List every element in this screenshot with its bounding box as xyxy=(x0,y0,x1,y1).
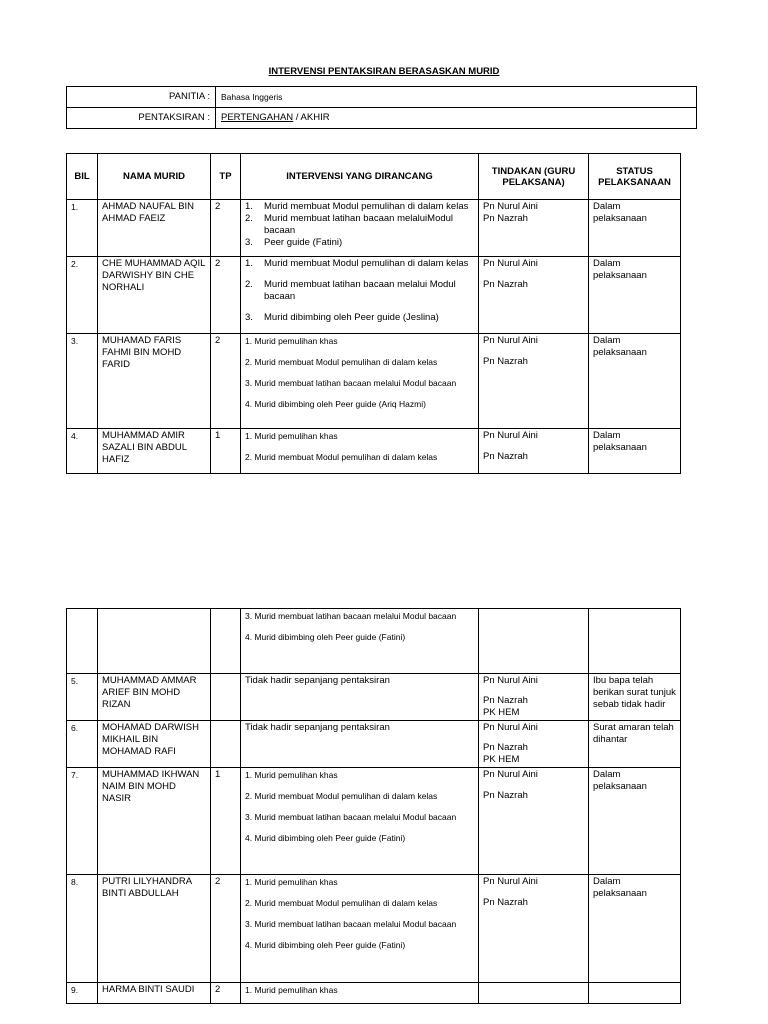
teacher-name: Pn Nurul Aini xyxy=(483,876,538,887)
pentaksiran-value-underlined: PERTENGAHAN xyxy=(221,112,294,123)
cell-tp: 2 xyxy=(211,334,241,429)
cell-tindakan xyxy=(479,200,589,257)
intervention-text: 3. Murid membuat latihan bacaan melalui Modul bacaan xyxy=(245,812,457,822)
cell-bil: 1. xyxy=(67,200,98,257)
table-row xyxy=(67,875,681,983)
cell-tindakan xyxy=(479,257,589,334)
list-item: 2. Murid membuat latihan bacaan melalui Modul bacaan xyxy=(245,279,474,303)
cell-intervensi xyxy=(241,334,479,429)
cell-tp: 2 xyxy=(211,875,241,983)
teacher-name: Pn Nazrah xyxy=(483,451,528,462)
panitia-value: Bahasa Inggeris xyxy=(216,87,697,108)
intervention-text: 4. Murid dibimbing oleh Peer guide (Ariq Hazmi) xyxy=(245,399,426,409)
panitia-label: PANITIA : xyxy=(67,87,216,108)
cell-nama xyxy=(98,609,211,674)
cell-intervensi xyxy=(241,983,479,1004)
cell-status: Dalam pelaksanaan xyxy=(589,875,681,983)
intervention-text: 2. Murid membuat Modul pemulihan di dalam kelas xyxy=(245,898,438,908)
intervention-text: Murid membuat latihan bacaan melaluiModul bacaan xyxy=(264,213,454,236)
teacher-name: Pn Nazrah xyxy=(483,356,528,367)
cell-bil: 3. xyxy=(67,334,98,429)
intervention-text: Murid dibimbing oleh Peer guide (Jeslina) xyxy=(264,312,439,323)
header-nama: NAMA MURID xyxy=(98,154,211,200)
header-intervensi: INTERVENSI YANG DIRANCANG xyxy=(241,154,479,200)
teacher-name: Pn Nurul Aini xyxy=(483,722,538,733)
cell-status: Dalam pelaksanaan xyxy=(589,334,681,429)
intervention-text: 2. Murid membuat Modul pemulihan di dalam kelas xyxy=(245,357,438,367)
cell-intervensi xyxy=(241,429,479,474)
pentaksiran-value xyxy=(216,108,697,129)
intervention-table-page1 xyxy=(66,153,681,474)
intervention-text: 4. Murid dibimbing oleh Peer guide (Fatini) xyxy=(245,940,406,950)
cell-nama: AHMAD NAUFAL BIN AHMAD FAEIZ xyxy=(98,200,211,257)
cell-tp: 2 xyxy=(211,983,241,1004)
teacher-name: Pn Nazrah xyxy=(483,790,528,801)
cell-tindakan xyxy=(479,334,589,429)
teacher-name: Pn Nurul Aini xyxy=(483,335,538,346)
intervention-text: 4. Murid dibimbing oleh Peer guide (Fatini) xyxy=(245,833,406,843)
intervention-text: Peer guide (Fatini) xyxy=(264,237,343,248)
intervention-text: 4. Murid dibimbing oleh Peer guide (Fatini) xyxy=(245,632,406,642)
table-row xyxy=(67,983,681,1004)
cell-tindakan xyxy=(479,609,589,674)
document-title: INTERVENSI PENTAKSIRAN BERASASKAN MURID xyxy=(268,66,500,77)
table-row xyxy=(67,721,681,768)
cell-intervensi xyxy=(241,609,479,674)
intervention-text: 2. Murid membuat Modul pemulihan di dalam kelas xyxy=(245,452,438,462)
intervention-table-page2 xyxy=(66,608,681,1004)
cell-tindakan xyxy=(479,768,589,875)
cell-nama: HARMA BINTI SAUDI xyxy=(98,983,211,1004)
cell-tindakan xyxy=(479,983,589,1004)
intervention-text: 1. Murid pemulihan khas xyxy=(245,770,338,780)
cell-nama: MUHAMMAD AMMAR ARIEF BIN MOHD RIZAN xyxy=(98,674,211,721)
header-row xyxy=(67,154,681,200)
pentaksiran-label: PENTAKSIRAN : xyxy=(67,108,216,129)
table-row xyxy=(67,768,681,875)
table-row xyxy=(67,674,681,721)
table-row xyxy=(67,609,681,674)
intervention-text: 1. Murid pemulihan khas xyxy=(245,336,338,346)
teacher-name: Pn Nurul Aini xyxy=(483,769,538,780)
intervention-text: Murid membuat Modul pemulihan di dalam kelas xyxy=(264,258,469,269)
teacher-name: Pn Nazrah xyxy=(483,897,528,908)
cell-bil: 9. xyxy=(67,983,98,1004)
table-row xyxy=(67,429,681,474)
cell-tp: 2 xyxy=(211,200,241,257)
teacher-name: Pn Nurul Aini xyxy=(483,430,538,441)
cell-tp xyxy=(211,721,241,768)
list-item: 2. Murid membuat latihan bacaan melaluiModul bacaan xyxy=(245,213,474,237)
cell-nama: CHE MUHAMMAD AQIL DARWISHY BIN CHE NORHALI xyxy=(98,257,211,334)
cell-nama: MOHAMAD DARWISH MIKHAIL BIN MOHAMAD RAFI xyxy=(98,721,211,768)
teacher-name: Pn Nazrah xyxy=(483,279,528,290)
cell-status: Dalam pelaksanaan xyxy=(589,429,681,474)
cell-intervensi: Tidak hadir sepanjang pentaksiran xyxy=(241,721,479,768)
header-tindakan: TINDAKAN (GURU PELAKSANA) xyxy=(479,154,589,200)
list-item: 1. Murid membuat Modul pemulihan di dalam kelas xyxy=(245,201,469,212)
cell-status: Dalam pelaksanaan xyxy=(589,200,681,257)
pentaksiran-row xyxy=(67,108,697,129)
intervention-text: Murid membuat latihan bacaan melalui Modul bacaan xyxy=(264,279,456,302)
cell-status xyxy=(589,609,681,674)
cell-bil xyxy=(67,609,98,674)
cell-tp: 1 xyxy=(211,768,241,875)
table-row xyxy=(67,257,681,334)
intervention-text: Murid membuat Modul pemulihan di dalam kelas xyxy=(264,201,469,212)
cell-tp: 1 xyxy=(211,429,241,474)
teacher-name: Pn Nazrah xyxy=(483,213,528,224)
teacher-name: Pn Nurul Aini xyxy=(483,258,538,269)
cell-nama: PUTRI LILYHANDRA BINTI ABDULLAH xyxy=(98,875,211,983)
cell-nama: MUHAMMAD IKHWAN NAIM BIN MOHD NASIR xyxy=(98,768,211,875)
intervention-text: 2. Murid membuat Modul pemulihan di dalam kelas xyxy=(245,791,438,801)
cell-tindakan xyxy=(479,674,589,721)
cell-tp: 2 xyxy=(211,257,241,334)
cell-status: Ibu bapa telah berikan surat tunjuk sebab tidak hadir xyxy=(589,674,681,721)
cell-status xyxy=(589,983,681,1004)
pentaksiran-value-rest: / AKHIR xyxy=(293,112,330,123)
list-item: 1. Murid membuat Modul pemulihan di dalam kelas xyxy=(245,258,469,269)
cell-bil: 4. xyxy=(67,429,98,474)
cell-intervensi xyxy=(241,768,479,875)
cell-tindakan xyxy=(479,429,589,474)
cell-status: Dalam pelaksanaan xyxy=(589,768,681,875)
intervention-text: 1. Murid pemulihan khas xyxy=(245,877,338,887)
teacher-name: PK HEM xyxy=(483,707,520,718)
cell-intervensi xyxy=(241,257,479,334)
cell-bil: 2. xyxy=(67,257,98,334)
info-table xyxy=(66,86,697,129)
intervention-text: 1. Murid pemulihan khas xyxy=(245,431,338,441)
cell-intervensi xyxy=(241,200,479,257)
intervention-text: 3. Murid membuat latihan bacaan melalui Modul bacaan xyxy=(245,378,457,388)
cell-status: Dalam pelaksanaan xyxy=(589,257,681,334)
cell-bil: 6. xyxy=(67,721,98,768)
teacher-name: Pn Nurul Aini xyxy=(483,201,538,212)
cell-intervensi xyxy=(241,875,479,983)
cell-bil: 7. xyxy=(67,768,98,875)
panitia-row xyxy=(67,87,697,108)
list-item: 3. Peer guide (Fatini) xyxy=(245,237,343,248)
teacher-name: PK HEM xyxy=(483,754,520,765)
cell-tp xyxy=(211,674,241,721)
intervention-text: 3. Murid membuat latihan bacaan melalui Modul bacaan xyxy=(245,611,457,621)
cell-bil: 8. xyxy=(67,875,98,983)
cell-intervensi: Tidak hadir sepanjang pentaksiran xyxy=(241,674,479,721)
intervention-text: 3. Murid membuat latihan bacaan melalui Modul bacaan xyxy=(245,919,457,929)
cell-bil: 5. xyxy=(67,674,98,721)
teacher-name: Pn Nazrah xyxy=(483,695,528,706)
header-status: STATUS PELAKSANAAN xyxy=(589,154,681,200)
cell-tindakan xyxy=(479,721,589,768)
list-item: 3. Murid dibimbing oleh Peer guide (Jeslina) xyxy=(245,312,439,323)
cell-status: Surat amaran telah dihantar xyxy=(589,721,681,768)
header-bil: BIL xyxy=(67,154,98,200)
cell-tp xyxy=(211,609,241,674)
cell-tindakan xyxy=(479,875,589,983)
cell-nama: MUHAMAD FARIS FAHMI BIN MOHD FARID xyxy=(98,334,211,429)
intervention-text: 1. Murid pemulihan khas xyxy=(245,985,338,995)
table-row xyxy=(67,334,681,429)
header-tp: TP xyxy=(211,154,241,200)
table-row xyxy=(67,200,681,257)
teacher-name: Pn Nazrah xyxy=(483,742,528,753)
teacher-name: Pn Nurul Aini xyxy=(483,675,538,686)
cell-nama: MUHAMMAD AMIR SAZALI BIN ABDUL HAFIZ xyxy=(98,429,211,474)
